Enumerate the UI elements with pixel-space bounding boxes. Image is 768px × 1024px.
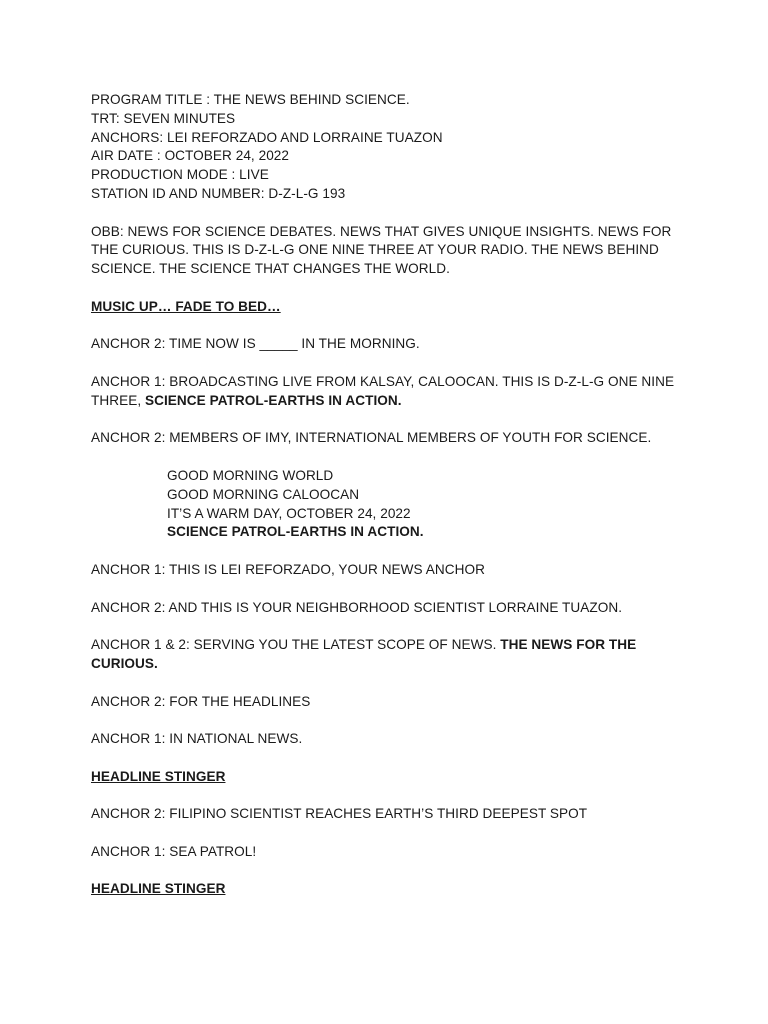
anchor12-bold: THE NEWS FOR THE CURIOUS.	[91, 637, 637, 671]
obb-paragraph: OBB: NEWS FOR SCIENCE DEBATES. NEWS THAT GIVES UNIQUE INSIGHTS. NEWS FOR THE CURIOUS. THIS IS D-Z-L-G ONE NINE THREE AT YOUR RADIO. THE NEWS BEHIND SCIENCE. THE SCIENCE THAT CHANGES THE WORLD.	[91, 223, 672, 277]
anchor1-broadcast-paragraph	[91, 373, 691, 411]
greeting-line: GOOD MORNING CALOOCAN	[167, 486, 360, 502]
greeting-line: GOOD MORNING WORLD	[167, 467, 334, 483]
program-title: PROGRAM TITLE : THE NEWS BEHIND SCIENCE.	[91, 92, 410, 107]
anchor2-time-line: ANCHOR 2: TIME NOW IS _____ IN THE MORNING.	[91, 336, 420, 352]
anchor1-broadcast-text: ANCHOR 1: BROADCASTING LIVE FROM KALSAY, CALOOCAN. THIS IS D-Z-L-G ONE NINE THREE,	[91, 373, 675, 408]
headline-stinger: HEADLINE STINGER	[91, 881, 226, 897]
anchor1-national-line: ANCHOR 1: IN NATIONAL NEWS.	[91, 731, 303, 747]
trt-line: TRT: SEVEN MINUTES	[91, 110, 236, 126]
greeting-line: IT’S A WARM DAY, OCTOBER 24, 2022	[167, 505, 411, 521]
anchor2-headlines-line: ANCHOR 2: FOR THE HEADLINES	[91, 693, 311, 709]
station-id-line: STATION ID AND NUMBER: D-Z-L-G 193	[91, 185, 346, 201]
anchors-line: ANCHORS: LEI REFORZADO AND LORRAINE TUAZON	[91, 129, 443, 145]
production-mode-line: PRODUCTION MODE : LIVE	[91, 167, 269, 183]
script-page	[91, 91, 691, 899]
anchor12-paragraph	[91, 636, 691, 674]
anchor2-filipino-line: ANCHOR 2: FILIPINO SCIENTIST REACHES EARTH’S THIRD DEEPEST SPOT	[91, 806, 588, 822]
anchor2-members-line: ANCHOR 2: MEMBERS OF IMY, INTERNATIONAL MEMBERS OF YOUTH FOR SCIENCE.	[91, 430, 652, 446]
anchor12-text: ANCHOR 1 & 2: SERVING YOU THE LATEST SCOPE OF NEWS.	[91, 637, 501, 653]
anchor2-intro-line: ANCHOR 2: AND THIS IS YOUR NEIGHBORHOOD SCIENTIST LORRAINE TUAZON.	[91, 599, 623, 615]
anchor1-broadcast-bold: SCIENCE PATROL-EARTHS IN ACTION.	[144, 392, 402, 408]
greeting-line-bold: SCIENCE PATROL-EARTHS IN ACTION.	[167, 524, 424, 540]
anchor1-sea-line: ANCHOR 1: SEA PATROL!	[91, 843, 257, 859]
music-cue: MUSIC UP… FADE TO BED…	[91, 298, 281, 314]
headline-stinger: HEADLINE STINGER	[91, 768, 226, 784]
anchor1-intro-line: ANCHOR 1: THIS IS LEI REFORZADO, YOUR NEWS ANCHOR	[91, 561, 485, 577]
air-date-line: AIR DATE : OCTOBER 24, 2022	[91, 148, 290, 164]
